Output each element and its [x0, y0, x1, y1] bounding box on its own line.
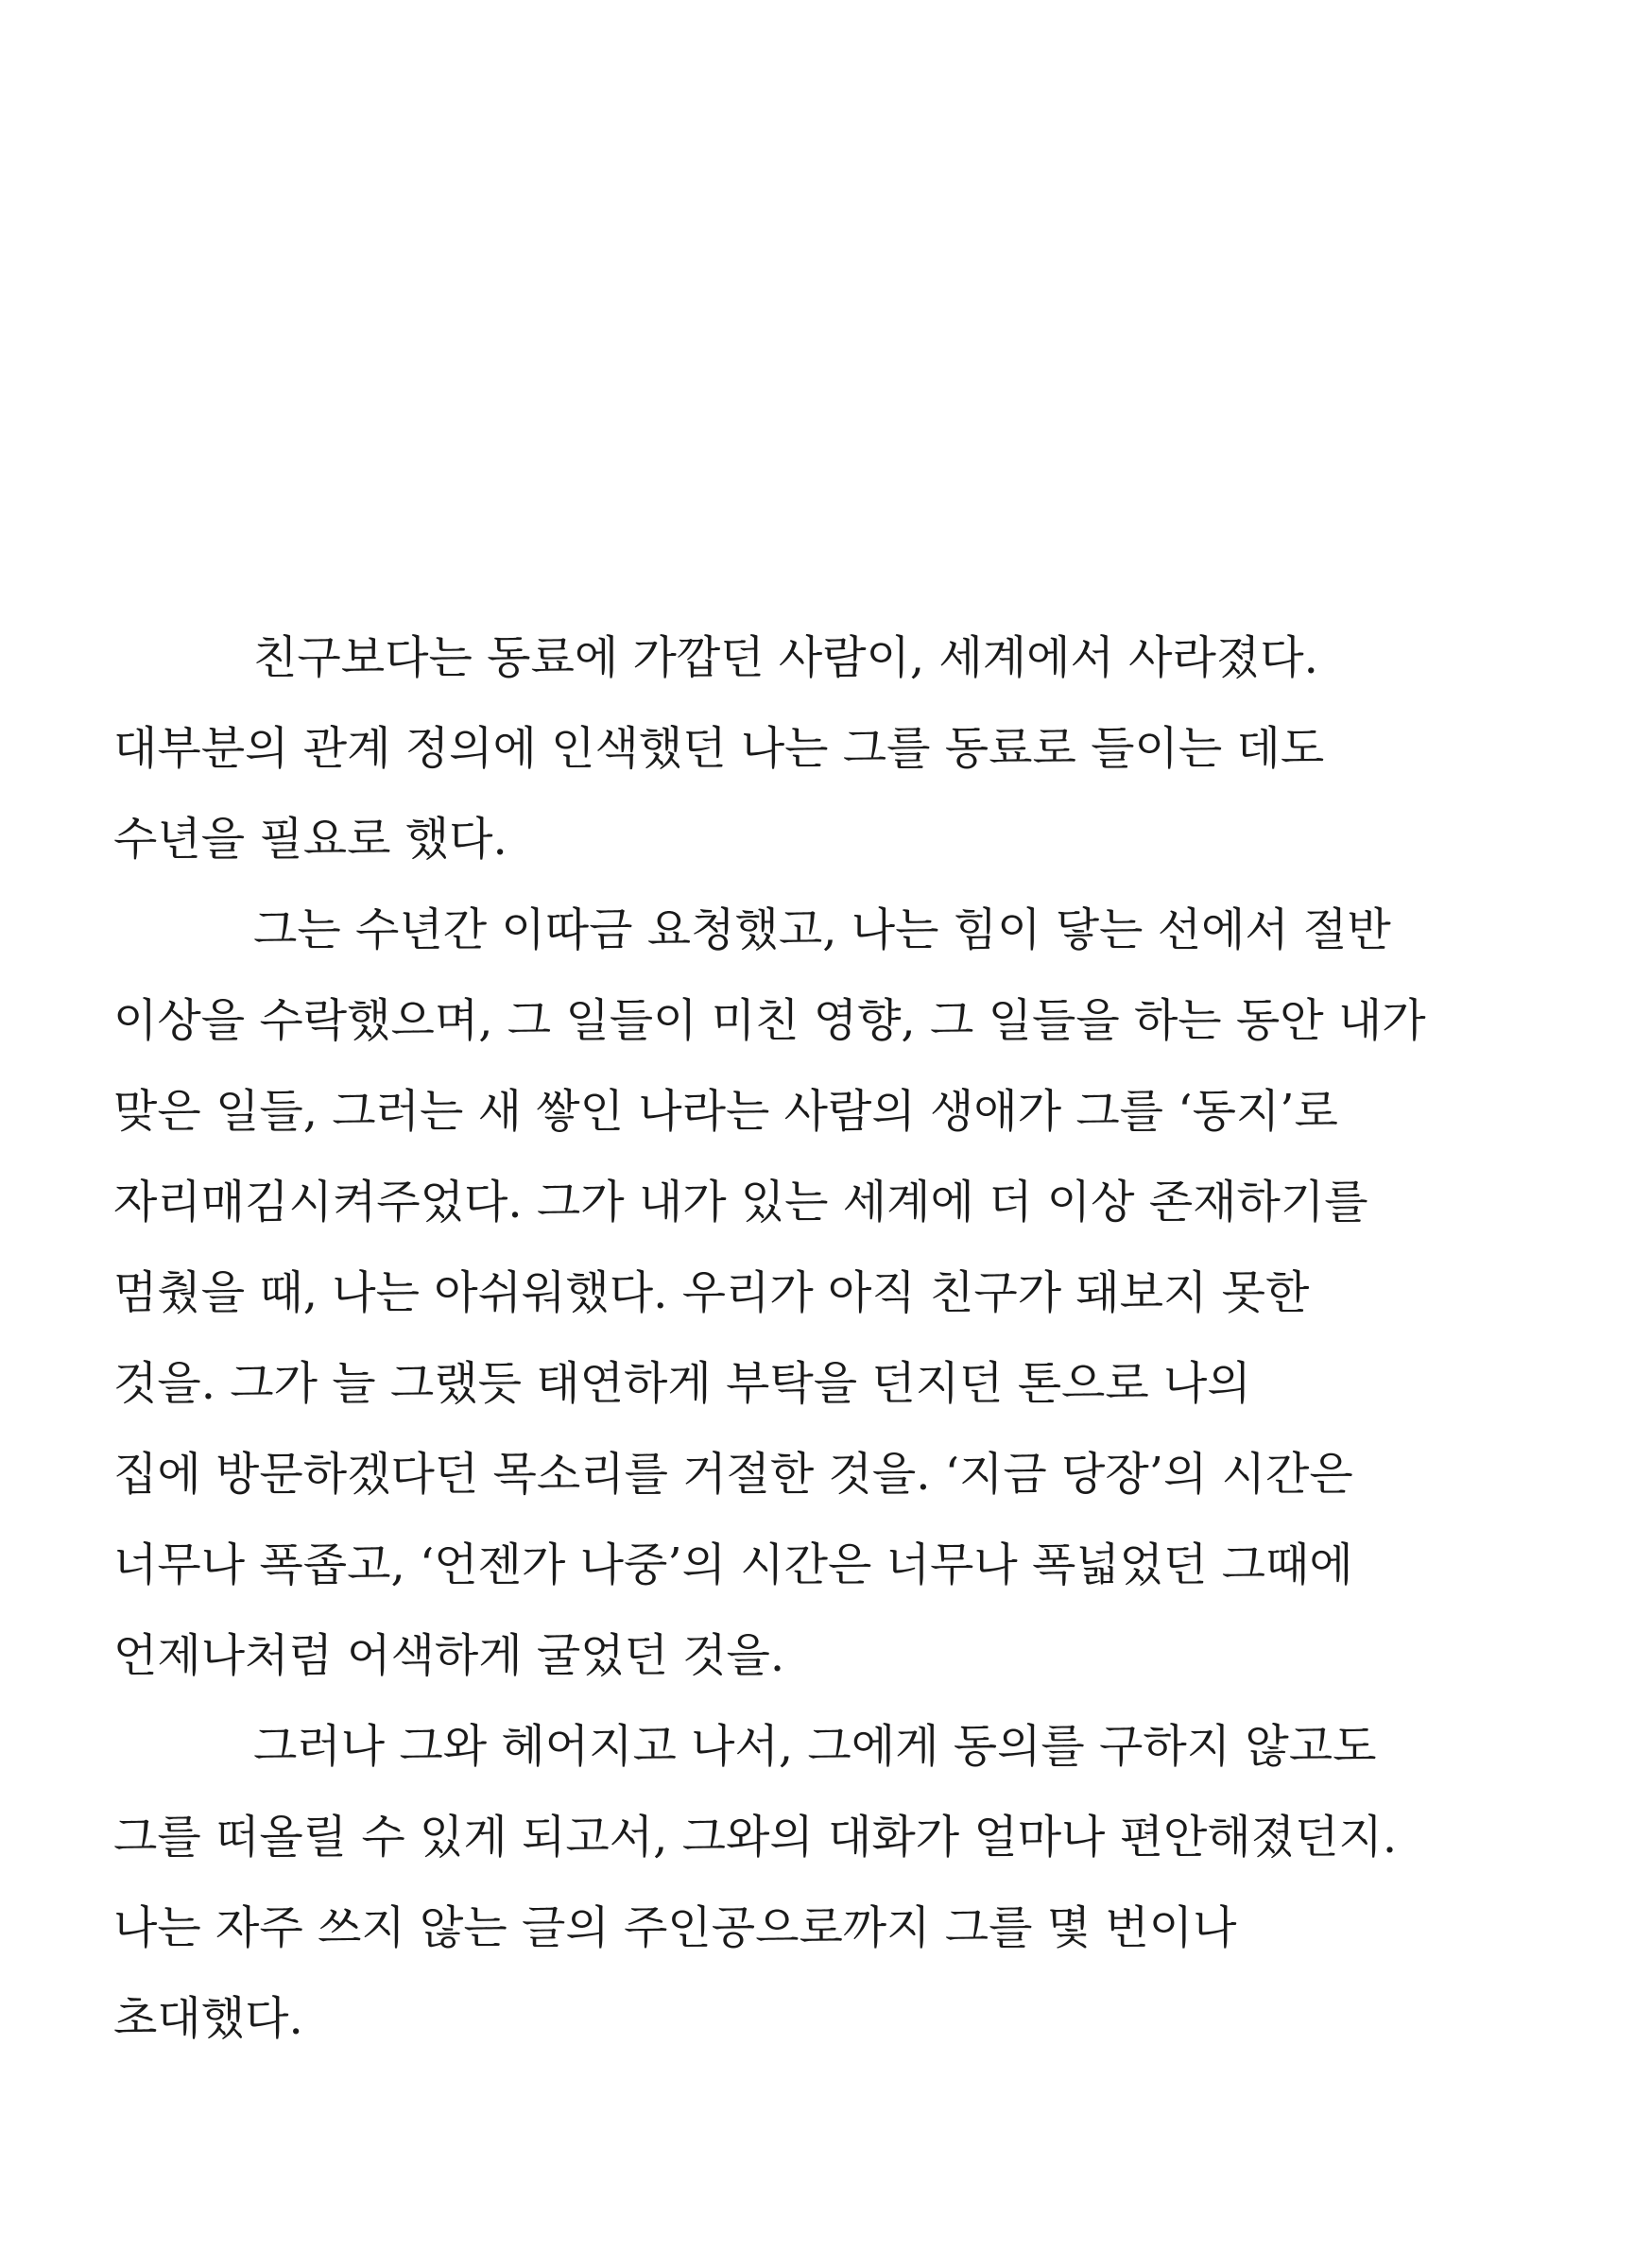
body-text	[113, 612, 1588, 2064]
paragraph-2-line-6: 것을. 그가 늘 그랬듯 태연하게 부탁을 던지던 톤으로 나의	[113, 1357, 1251, 1410]
paragraph-2-line-2: 이상을 수락했으며, 그 일들이 미친 영향, 그 일들을 하는 동안 내가	[113, 994, 1426, 1047]
paragraph-2-line-8: 너무나 폭좁고, ‘언젠가 나중’의 시간은 너무나 폭넓었던 그때에	[113, 1538, 1353, 1591]
paragraph-2-line-1: 그는 수년간 이따금 요청했고, 나는 힘이 닿는 선에서 절반	[253, 903, 1391, 956]
paragraph-2-line-9: 언제나처럼 어색하게 굴었던 것을.	[113, 1629, 785, 1682]
paragraph-3-line-1: 그러나 그와 헤어지고 나서, 그에게 동의를 구하지 않고도	[253, 1720, 1377, 1773]
paragraph-2-line-4: 자리매김시켜주었다. 그가 내가 있는 세계에 더 이상 존재하기를	[113, 1176, 1368, 1228]
paragraph-3-line-2: 그를 떠올릴 수 있게 되고서, 그와의 대화가 얼마나 편안해졌던지.	[113, 1811, 1398, 1864]
paragraph-1-line-1: 친구보다는 동료에 가깝던 사람이, 세계에서 사라졌다.	[253, 631, 1318, 684]
paragraph-1-line-2: 대부분의 관계 정의에 인색했던 나는 그를 동료로 들이는 데도	[113, 722, 1325, 775]
paragraph-1-line-3: 수년을 필요로 했다.	[113, 813, 507, 866]
paragraph-2-line-7: 집에 방문하겠다던 목소리를 거절한 것을. ‘지금 당장’의 시간은	[113, 1448, 1353, 1501]
paragraph-3-line-3: 나는 자주 쓰지 않는 글의 주인공으로까지 그를 몇 번이나	[113, 1901, 1237, 1954]
paragraph-3-line-4: 초대했다.	[113, 1992, 303, 2045]
paragraph-2-line-5: 멈췄을 때, 나는 아쉬워했다. 우리가 아직 친구가 돼보지 못한	[113, 1266, 1310, 1319]
paragraph-2-line-3: 맞은 일들, 그러는 새 쌓인 나라는 사람의 생애가 그를 ‘동지’로	[113, 1085, 1338, 1138]
